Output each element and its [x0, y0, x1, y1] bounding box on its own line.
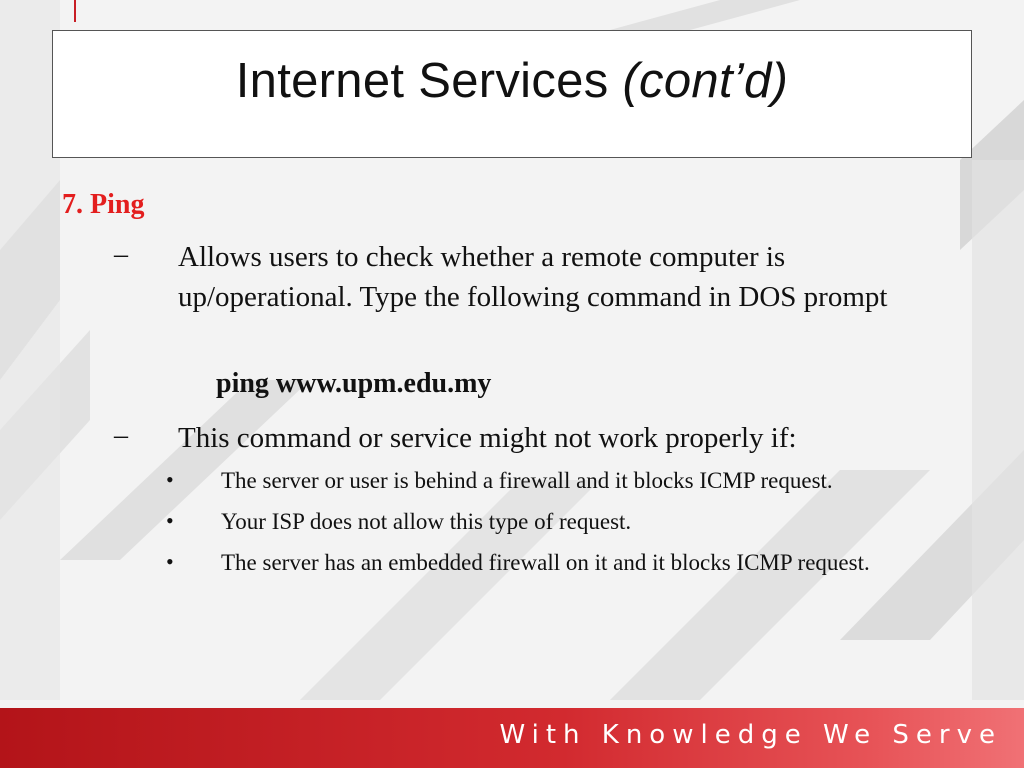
title-italic: (cont’d) [622, 54, 789, 108]
title-box [52, 30, 972, 158]
level3-item: The server has an embedded firewall on it and it blocks ICMP request. [221, 550, 870, 575]
level3-item: Your ISP does not allow this type of request. [221, 509, 632, 534]
level3-item: The server or user is behind a firewall and it blocks ICMP request. [221, 468, 833, 493]
slide-title [53, 53, 971, 109]
command-text: ping www.upm.edu.my [216, 368, 492, 399]
level2-item: This command or service might not work properly if: [178, 422, 797, 454]
dash-marker: – [114, 420, 128, 451]
section-heading: 7. Ping [62, 189, 145, 220]
dash-marker: – [114, 239, 128, 270]
bullet-marker: • [166, 467, 174, 492]
title-main: Internet Services [235, 54, 623, 108]
level2-item: Allows users to check whether a remote computer is up/operational. Type the following command in DOS prompt [178, 241, 888, 313]
footer-tagline: With Knowledge We Serve [499, 720, 1002, 750]
bullet-marker: • [166, 508, 174, 533]
footer-bar [0, 708, 1024, 768]
bullet-marker: • [166, 549, 174, 574]
